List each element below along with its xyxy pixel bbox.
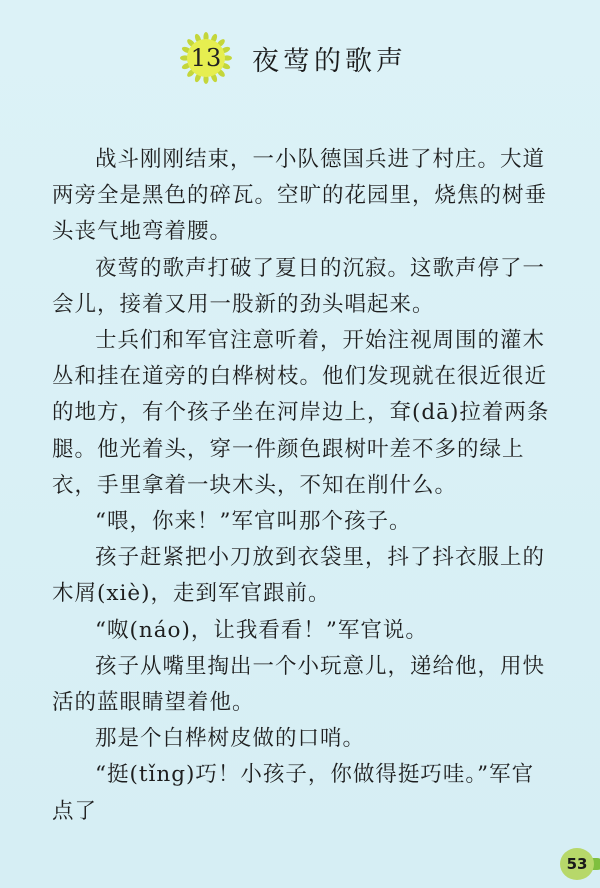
lesson-body xyxy=(52,142,552,830)
paragraph: “喂，你来！”军官叫那个孩子。 xyxy=(95,509,412,535)
paragraph: “挺(tǐng)巧！小孩子，你做得挺巧哇。”军官点了 xyxy=(52,762,535,824)
paragraph: 战斗刚刚结束，一小队德国兵进了村庄。大道两旁全是黑色的碎瓦。空旷的花园里，烧焦的树垂头丧气地弯着腰。 xyxy=(52,147,548,245)
paragraph: 士兵们和军官注意听着，开始注视周围的灌木丛和挂在道旁的白桦树枝。他们发现就在很近很近的地方，有个孩子坐在河岸边上，耷(dā)拉着两条腿。他光着头，穿一件颜色跟树叶差不多的绿上衣，手里拿着一块木头，不知在削什么。 xyxy=(52,328,550,498)
lesson-number: 13 xyxy=(190,44,222,72)
paragraph: 孩子从嘴里掏出一个小玩意儿，递给他，用快活的蓝眼睛望着他。 xyxy=(52,653,546,716)
paragraph: 夜莺的歌声打破了夏日的沉寂。这歌声停了一会儿，接着又用一股新的劲头唱起来。 xyxy=(52,255,546,317)
lesson-title: 夜莺的歌声 xyxy=(252,45,407,77)
lesson-header xyxy=(178,30,407,86)
paragraph: “呶(náo)，让我看看！”军官说。 xyxy=(95,617,428,643)
lesson-number-badge xyxy=(178,30,234,86)
paragraph: 那是个白桦树皮做的口哨。 xyxy=(95,726,366,752)
paragraph: 孩子赶紧把小刀放到衣袋里，抖了抖衣服上的木屑(xiè)，走到军官跟前。 xyxy=(52,545,546,607)
page-number-badge xyxy=(560,848,596,880)
page-number: 53 xyxy=(566,855,588,873)
